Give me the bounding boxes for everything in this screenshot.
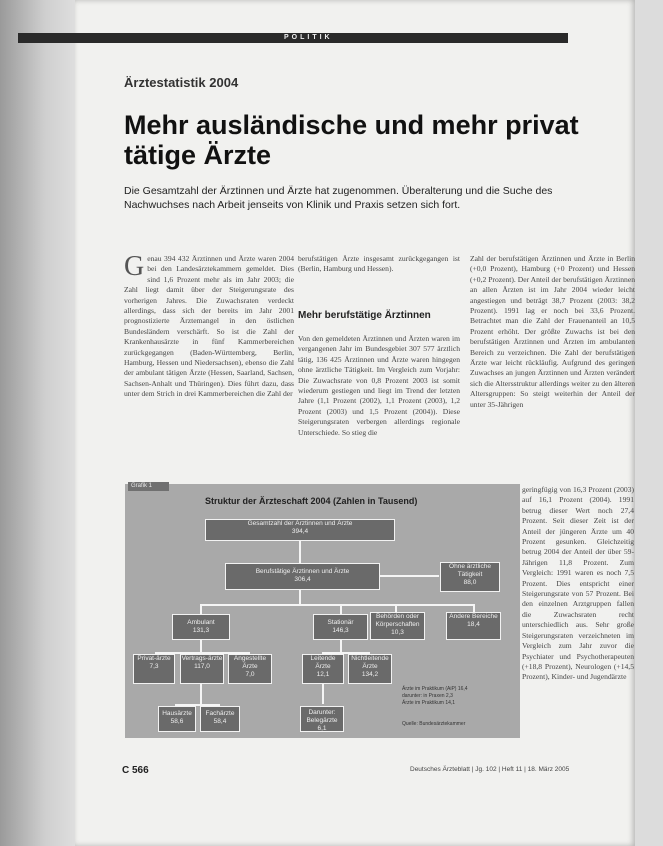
legend-item: Ärzte im Praktikum 14,1 <box>402 700 456 706</box>
node-label: Berufstätige Ärztinnen und Ärzte <box>255 568 350 575</box>
node-value: 131,3 <box>192 627 210 634</box>
node-label: Angestellte Ärzte <box>233 655 267 670</box>
figure-label: Grafik 1 <box>128 482 169 491</box>
connector-line <box>200 640 202 652</box>
connector-line <box>322 684 324 704</box>
node-value: 58,4 <box>213 718 227 725</box>
node-value: 394,4 <box>291 528 309 535</box>
body-column-2: Von den gemeldeten Ärztinnen und Ärzten waren im vergangenen Jahr im Bundesgebiet 307 577 ärztlich tätig, 136 425 Ärztinnen und Ärzte waren hingegen ohne ärztliche Tätigkeit. Im Vergleich zum Vorjahr: Die Zuwachsrate von 0,8 Prozent 2003 ist somit wiederum gestiegen und liegt im Trend der letzten Jahre (1,1 Prozent (2002), 1,1 Prozent (2003), 1,2 Prozent (2003) und 1,5 Prozent (2004)). Diese Steigerungsraten verbergen allerdings regionale Unterschiede. So stieg die <box>298 334 460 437</box>
node-belegaerzte <box>300 706 344 732</box>
node-working <box>225 563 380 590</box>
connector-line <box>340 640 342 652</box>
node-value: 58,6 <box>170 718 184 725</box>
node-not-working <box>440 562 500 592</box>
node-andere <box>446 612 501 640</box>
article-kicker: Ärztestatistik 2004 <box>124 75 239 90</box>
node-value: 88,0 <box>463 579 477 586</box>
connector-line <box>299 590 301 604</box>
connector-line <box>340 604 342 614</box>
figure-title: Struktur der Ärzteschaft 2004 (Zahlen in Tausend) <box>205 496 418 506</box>
node-value: 12,1 <box>316 671 330 678</box>
node-label: Leitende Ärzte <box>310 655 336 670</box>
article-headline: Mehr ausländische und mehr privat tätige Ärzte <box>124 110 579 170</box>
node-ambulant <box>172 614 230 640</box>
footer-source: Deutsches Ärzteblatt | Jg. 102 | Heft 11 | 18. März 2005 <box>410 766 570 773</box>
figure-legend <box>402 686 502 728</box>
drop-cap: G <box>124 251 145 282</box>
section-label: POLITIK <box>278 33 339 43</box>
node-vertragsaerzte <box>180 654 224 684</box>
legend-item: darunter: in Praxen 2,3 <box>402 693 453 699</box>
article-lead: Die Gesamtzahl der Ärztinnen und Ärzte hat zugenommen. Überalterung und die Suche des Nachwuchses nach Arbeit jenseits von Klinik und Praxis setzen sich fort. <box>124 185 553 211</box>
node-label: Andere Bereiche <box>449 613 498 620</box>
page-number: C 566 <box>122 765 149 776</box>
node-label: Darunter: Belegärzte <box>306 709 338 724</box>
node-hausaerzte <box>158 706 196 732</box>
node-value: 7,3 <box>149 663 159 670</box>
body-column-1 <box>124 251 294 400</box>
connector-line <box>299 541 301 563</box>
body-column-3-continued: geringfügig von 16,3 Prozent (2003) auf 16,1 Prozent (2004). 1991 betrug dieser Wert noch 27,4 Prozent. Seit dieser Zeit ist der Anteil der jüngeren Ärzte um 40 Prozent gesunken. Gleichzeitig betrug 2004 der Anteil der über 59-Jährigen 11,8 Prozent. Zum Vergleich: 1991 waren es noch 7,5 Prozent. Dies entspricht einer Steigerungsrate von 57 Prozent. Bei den einzelnen Arztgruppen fallen die Zuwachsraten recht unterschiedlich aus. Sehr große Steigerungsraten verzeichneten im Vergleich zum Jahr zuvor die Psychiater und Psychotherapeuten (+18,8 Prozent), Neurologen (+14,5 Prozent), Kinder- und Jugendärzte <box>522 485 634 682</box>
node-fachaerzte <box>200 706 240 732</box>
node-leitende <box>302 654 344 684</box>
body-column-3: Zahl der berufstätigen Ärztinnen und Ärzte in Berlin (+0,0 Prozent), Hamburg (+0 Prozent) und Hessen (+0,2 Prozent). Der Anteil der berufstätigen Ärztinnen an allen Ärzten ist im Jahr 2004 wieder leicht angestiegen und beträgt 38,7 Prozent (2003: 38,2 Prozent). 1991 lag er noch bei 33,6 Prozent. Betrachtet man die Zahl der Frauenanteil an 10,5 Prozent erhöht. Der größte Zuwachs ist bei den berufstätigen Ärztinnen und Ärzten im ambulanten Bereich zu verzeichnen. Die Zahl der berufstätigen Ärzte war leicht rückläufig. Aufgrund des geringen Zuwachses an jungen Ärztinnen und Ärzten verändert sich die Altersstruktur allerdings weiter zu den älteren Altersgruppen: So steigt weiterhin der Anteil der unter 35-Jährigen <box>470 254 635 409</box>
connector-line <box>200 604 475 606</box>
node-value: 18,4 <box>467 621 480 628</box>
node-value: 146,3 <box>332 627 349 634</box>
node-label: Nichtleitende Ärzte <box>351 655 389 670</box>
node-behoerden <box>370 612 425 640</box>
legend-item: Ärzte im Praktikum (AiP) 16,4 <box>402 686 468 692</box>
node-value: 10,3 <box>391 629 404 636</box>
connector-line <box>200 604 202 614</box>
node-angestellte <box>228 654 272 684</box>
legend-source: Quelle: Bundesärztekammer <box>402 721 466 727</box>
node-total <box>205 519 395 541</box>
article-subhead: Mehr berufstätige Ärztinnen <box>298 310 431 321</box>
node-label: Stationär <box>327 619 354 626</box>
node-label: Privat-ärzte <box>137 655 171 662</box>
node-label: Vertrags-ärzte <box>181 655 223 662</box>
node-label: Ambulant <box>187 619 215 626</box>
node-value: 306,4 <box>294 576 311 583</box>
node-stationaer <box>313 614 368 640</box>
body-column-1-text: enau 394 432 Ärztinnen und Ärzte waren 2004 bei den Landesärztekammern gemeldet. Dies sind 1,6 Prozent mehr als im Jahr 2003; die Zahl liegt damit über der Steigerungsrate des vorherigen Jahres. Die Zuwachsraten verdeckt allerdings, dass sich der bereits im Jahr 2001 prognostizierte Ärztemangel in den östlichen Bundesländern verschärft. So ist die Zahl der Krankenhausärzte in fünf Kammerbereichen zurückgegangen (Baden-Württemberg, Berlin, Hamburg, Hessen und Niedersachsen), ebenso die Zahl der ambulant tätigen Ärzte (Hessen, Saarland, Sachsen, Sachsen-Anhalt und Thüringen). Dies führt dazu, dass unter dem Strich in drei Kammerbereichen die Zahl der <box>124 254 294 399</box>
connector-line <box>200 684 202 704</box>
node-label: Fachärzte <box>205 710 235 717</box>
node-label: Hausärzte <box>162 710 192 717</box>
node-value: 134,2 <box>361 671 379 678</box>
node-label: Behörden oder Körperschaften <box>375 613 420 628</box>
node-value: 7,0 <box>245 671 255 678</box>
node-nichtleitende <box>348 654 392 684</box>
body-column-2-top: berufstätigen Ärzte insgesamt zurückgegangen ist (Berlin, Hamburg und Hessen). <box>298 254 460 274</box>
node-label: Gesamtzahl der Ärztinnen und Ärzte <box>247 520 353 527</box>
page-binding-shadow <box>0 0 75 846</box>
node-value: 117,0 <box>194 663 210 670</box>
node-value: 6,1 <box>317 725 327 732</box>
node-privat <box>133 654 175 684</box>
node-label: Ohne ärztliche Tätigkeit <box>449 563 491 578</box>
